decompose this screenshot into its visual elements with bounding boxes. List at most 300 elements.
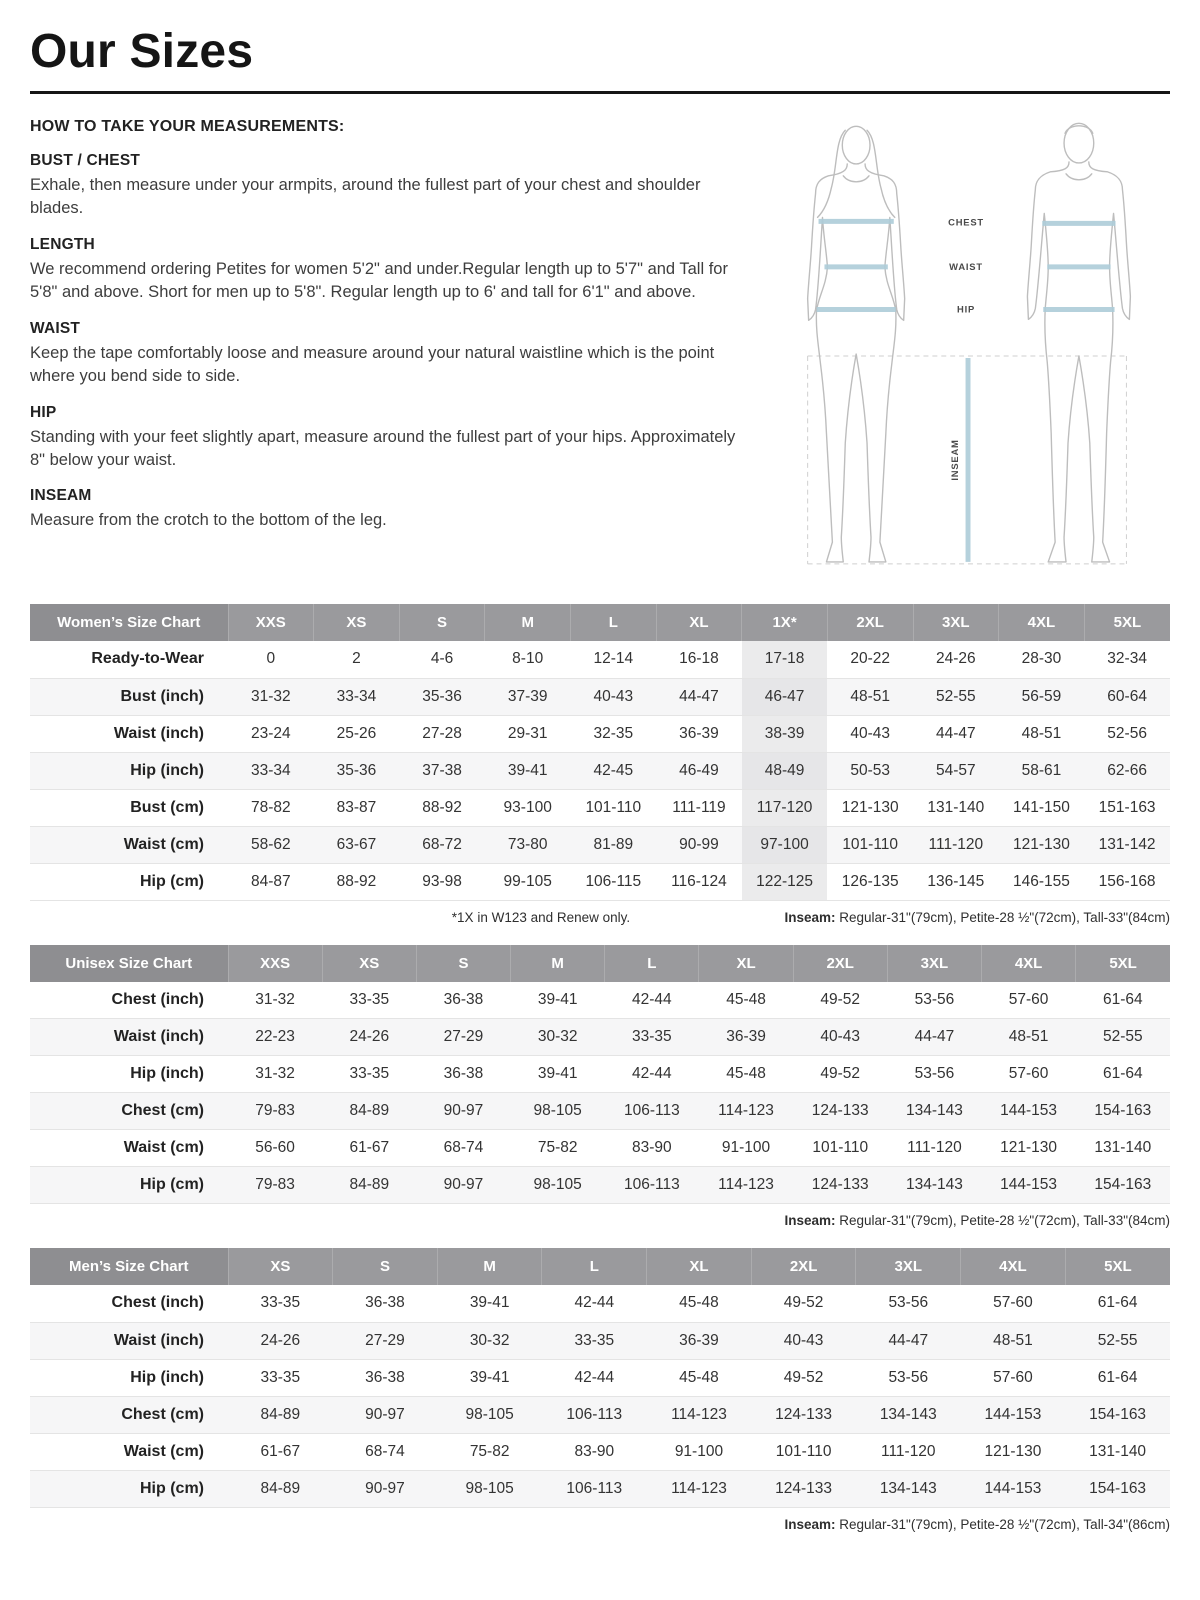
table-cell: 144-153 [984,1405,1042,1423]
table-cell: 111-120 [907,1139,962,1156]
table-cell: 45-48 [679,1294,719,1312]
table-cell: 36-39 [679,1331,719,1349]
table-cell: 33-34 [336,687,377,705]
table-cell: 84-89 [260,1479,301,1497]
section-title: INSEAM [30,487,92,505]
table-cell: 131-140 [1089,1442,1147,1460]
table-row [30,1359,1170,1396]
table-cell: 33-34 [250,761,291,779]
table-cell: 27-29 [365,1331,405,1349]
column-header: M [485,604,571,641]
table-cell: 36-38 [443,1065,484,1082]
footnote [784,1213,1170,1228]
table-cell: 84-87 [250,872,291,890]
table-cell: 98-105 [465,1479,514,1497]
row-label: Waist (cm) [123,1139,204,1156]
column-header: 2XL [827,604,913,641]
row-label: Waist (inch) [113,1028,204,1045]
column-header: 3XL [887,945,981,982]
table-cell: 17-18 [742,641,828,678]
table-cell: 29-31 [507,724,548,742]
table-cell: 57-60 [1008,990,1049,1008]
section-title: LENGTH [30,235,95,253]
table-cell: 24-26 [935,650,976,668]
table-cell: 50-53 [850,761,891,779]
table-cell: 39-41 [537,1065,578,1082]
table-cell: 53-56 [914,1065,955,1082]
column-header: 2XL [751,1248,856,1285]
table-cell: 106-113 [623,1102,680,1119]
table-cell: 101-110 [812,1139,869,1156]
table-row [30,715,1170,752]
size-tables [30,604,1170,1532]
table-cell: 131-140 [927,798,985,816]
column-header: XXS [228,604,314,641]
table-cell: 90-99 [679,835,719,853]
table-cell: 39-41 [469,1294,510,1312]
table-cell: 45-48 [679,1368,719,1386]
table-cell: 93-98 [422,872,462,890]
table-cell: 146-155 [1012,872,1070,890]
table-cell: 134-143 [905,1176,963,1193]
table-cell: 61-67 [349,1139,390,1156]
table-cell: 144-153 [1000,1176,1058,1193]
footnote-label: Inseam: [784,1516,836,1532]
table-cell: 4-6 [430,650,454,668]
table-cell: 52-55 [1103,1028,1143,1045]
column-header: S [333,1248,438,1285]
instruction-section [30,404,754,473]
column-header: M [511,945,605,982]
table-cell: 75-82 [469,1442,510,1460]
man-figure [1027,123,1130,562]
woman-figure [808,126,905,562]
table-cell: 121-130 [984,1442,1042,1460]
table-cell: 49-52 [783,1368,824,1386]
table-cell: 12-14 [593,650,634,668]
column-header: 3XL [913,604,999,641]
instruction-sections [30,152,754,533]
table-cell: 39-41 [507,761,548,779]
size-table [30,1248,1170,1508]
table-cell: 44-47 [888,1331,929,1349]
table-cell: 73-80 [507,835,548,853]
table-cell: 57-60 [1008,1065,1049,1082]
table-cell: 42-45 [593,761,634,779]
table-title: Unisex Size Chart [30,945,228,982]
footnote [784,1517,1170,1532]
table-cell: 61-64 [1103,1065,1143,1082]
row-label: Waist (cm) [123,835,204,853]
table-cell: 101-110 [585,798,642,816]
table-row [30,1093,1170,1130]
row-label: Waist (inch) [113,724,204,742]
footnote [784,910,1170,925]
table-cell: 56-60 [255,1139,295,1156]
table-row [30,1285,1170,1322]
table-cell: 48-49 [742,752,828,789]
table-cell: 40-43 [850,724,891,742]
table-cell: 144-153 [984,1479,1042,1497]
inseam-label: INSEAM [949,439,961,481]
table-cell: 68-74 [443,1139,484,1156]
table-cell: 154-163 [1094,1176,1152,1193]
row-label: Chest (inch) [111,1294,204,1312]
table-cell: 52-56 [1107,724,1147,742]
table-cell: 46-47 [742,678,828,715]
column-header: XL [656,604,742,641]
table-cell: 31-32 [255,990,295,1008]
table-row [30,826,1170,863]
table-cell: 30-32 [469,1331,510,1349]
table-cell: 114-123 [671,1405,727,1423]
footnote [452,910,630,925]
table-row [30,789,1170,826]
table-cell: 39-41 [537,990,578,1008]
table-row [30,1433,1170,1470]
section-title: BUST / CHEST [30,152,141,169]
section-title: WAIST [30,319,81,337]
row-label: Chest (inch) [111,990,204,1008]
instruction-section [30,320,754,389]
table-cell: 35-36 [336,761,377,779]
table-cell: 37-38 [422,761,462,779]
table-footnotes [30,910,1170,925]
size-table-block [30,1248,1170,1532]
table-cell: 23-24 [250,724,291,742]
table-cell: 22-23 [255,1028,295,1045]
chest-label: CHEST [948,216,984,228]
table-cell: 33-35 [349,1065,390,1082]
table-cell: 0 [266,650,276,668]
section-body: Standing with your feet slightly apart, measure around the fullest part of your hips. Approximately 8" below your waist. [30,427,736,469]
table-row [30,641,1170,678]
table-cell: 30-32 [537,1028,578,1045]
table-cell: 53-56 [888,1294,929,1312]
table-row [30,1167,1170,1204]
table-header-row [30,604,1170,641]
table-cell: 33-35 [632,1028,672,1045]
table-cell: 8-10 [512,650,544,668]
table-cell: 122-125 [742,863,828,900]
footnote-text: Regular-31"(79cm), Petite-28 ½"(72cm), Tall-33"(84cm) [835,1213,1170,1228]
column-header: L [571,604,657,641]
table-cell: 31-32 [250,687,291,705]
table-cell: 78-82 [250,798,291,816]
table-cell: 42-44 [632,990,672,1008]
table-cell: 27-28 [422,724,462,742]
instructions-column [30,118,754,594]
table-cell: 53-56 [914,990,955,1008]
instruction-section [30,236,754,305]
table-cell: 131-140 [1094,1139,1152,1156]
table-cell: 83-87 [336,798,377,816]
size-table [30,604,1170,901]
table-row [30,752,1170,789]
table-cell: 36-38 [443,990,484,1008]
measurements-section [30,118,1170,594]
table-cell: 33-35 [574,1331,615,1349]
table-cell: 37-39 [507,687,548,705]
size-table-block [30,945,1170,1229]
table-cell: 48-51 [1008,1028,1049,1045]
table-cell: 106-113 [623,1176,680,1193]
table-cell: 134-143 [879,1479,937,1497]
table-cell: 101-110 [842,835,899,853]
table-cell: 91-100 [674,1442,724,1460]
column-header: 5XL [1065,1248,1170,1285]
table-cell: 124-133 [811,1176,869,1193]
column-header: S [416,945,510,982]
table-cell: 2 [352,650,361,668]
table-cell: 44-47 [914,1028,955,1045]
table-cell: 35-36 [422,687,462,705]
table-cell: 61-64 [1103,990,1143,1008]
section-body: We recommend ordering Petites for women 5'2" and under.Regular length up to 5'7" and Tall for 5'8" and above. Short for men up to 5'8". Regular length up to 6' and tall for 6'1" and above. [30,259,728,302]
table-cell: 36-38 [365,1368,405,1386]
table-cell: 90-97 [443,1176,484,1193]
table-title: Men’s Size Chart [30,1248,228,1285]
table-cell: 106-113 [566,1479,623,1497]
table-cell: 38-39 [742,715,828,752]
instruction-section [30,152,754,221]
table-cell: 63-67 [336,835,377,853]
table-cell: 40-43 [593,687,634,705]
table-row [30,982,1170,1019]
table-cell: 32-34 [1107,650,1147,668]
table-cell: 36-38 [365,1294,405,1312]
table-cell: 33-35 [260,1294,301,1312]
column-header: 2XL [793,945,887,982]
size-table [30,945,1170,1205]
table-cell: 131-142 [1098,835,1156,853]
table-cell: 90-97 [365,1405,405,1423]
table-cell: 36-39 [726,1028,766,1045]
column-header: XXS [228,945,322,982]
column-header: L [542,1248,647,1285]
table-footnotes [30,1213,1170,1228]
table-cell: 98-105 [533,1176,582,1193]
row-label: Chest (cm) [121,1405,204,1423]
footnote-text: Regular-31"(79cm), Petite-28 ½"(72cm), Tall-34"(86cm) [835,1516,1170,1532]
table-cell: 84-89 [349,1102,390,1119]
table-cell: 45-48 [726,1065,766,1082]
table-cell: 20-22 [850,650,891,668]
column-header: S [399,604,485,641]
table-header-row [30,945,1170,982]
section-body: Keep the tape comfortably loose and measure around your natural waistline which is the point where you bend side to side. [30,343,715,386]
table-cell: 151-163 [1098,798,1156,816]
column-header: L [605,945,699,982]
table-cell: 52-55 [1097,1331,1138,1349]
table-cell: 144-153 [1000,1102,1058,1119]
measurement-diagram [770,118,1170,594]
footnote-label: Inseam: [784,1213,836,1228]
table-cell: 61-64 [1097,1294,1138,1312]
table-cell: 124-133 [775,1479,833,1497]
table-row [30,1396,1170,1433]
table-row [30,863,1170,900]
column-header: XS [322,945,416,982]
table-cell: 68-74 [365,1442,405,1460]
table-cell: 49-52 [820,990,861,1008]
column-header: 1X* [742,604,828,641]
table-cell: 42-44 [632,1065,672,1082]
table-cell: 136-145 [927,872,985,890]
table-cell: 93-100 [503,798,552,816]
table-cell: 62-66 [1107,761,1147,779]
table-cell: 57-60 [993,1294,1033,1312]
section-title: HIP [30,403,57,421]
table-cell: 46-49 [679,761,719,779]
table-cell: 98-105 [465,1405,514,1423]
table-row [30,1470,1170,1507]
row-label: Bust (cm) [130,798,204,816]
table-cell: 84-89 [260,1405,301,1423]
column-header: XS [314,604,400,641]
table-cell: 99-105 [503,872,552,890]
table-row [30,1130,1170,1167]
table-cell: 154-163 [1089,1479,1147,1497]
column-header: XL [647,1248,752,1285]
size-table-block [30,604,1170,925]
table-cell: 56-59 [1021,687,1062,705]
table-cell: 24-26 [349,1028,390,1045]
table-cell: 116-124 [671,872,727,890]
table-cell: 134-143 [879,1405,937,1423]
table-row [30,678,1170,715]
table-cell: 98-105 [533,1102,582,1119]
table-cell: 121-130 [841,798,899,816]
table-cell: 81-89 [593,835,634,853]
table-cell: 114-123 [718,1102,774,1119]
column-header: M [437,1248,542,1285]
table-cell: 36-39 [679,724,719,742]
table-cell: 101-110 [775,1442,832,1460]
table-cell: 61-67 [260,1442,301,1460]
table-cell: 84-89 [349,1176,390,1193]
table-cell: 48-51 [850,687,891,705]
table-cell: 111-120 [928,835,984,853]
row-label: Chest (cm) [121,1102,204,1119]
row-label: Waist (cm) [123,1442,204,1460]
table-cell: 111-119 [672,798,726,816]
table-cell: 121-130 [1012,835,1070,853]
table-footnotes [30,1517,1170,1532]
table-cell: 44-47 [679,687,719,705]
table-cell: 53-56 [888,1368,929,1386]
table-cell: 60-64 [1107,687,1147,705]
table-cell: 49-52 [820,1065,861,1082]
column-header: 5XL [1084,604,1170,641]
table-cell: 83-90 [632,1139,672,1156]
table-cell: 88-92 [336,872,377,890]
row-label: Hip (cm) [140,872,204,890]
table-cell: 79-83 [255,1102,295,1119]
row-label: Hip (cm) [140,1176,204,1193]
section-body: Exhale, then measure under your armpits, around the fullest part of your chest and shoulder blades. [30,176,701,218]
table-cell: 28-30 [1021,650,1062,668]
table-cell: 48-51 [1021,724,1062,742]
table-cell: 33-35 [260,1368,301,1386]
table-cell: 44-47 [935,724,976,742]
table-cell: 27-29 [443,1028,484,1045]
table-cell: 156-168 [1098,872,1156,890]
table-cell: 79-83 [255,1176,295,1193]
table-cell: 39-41 [469,1368,510,1386]
table-cell: 54-57 [935,761,976,779]
table-cell: 141-150 [1012,798,1070,816]
column-header: 4XL [999,604,1085,641]
table-cell: 75-82 [537,1139,578,1156]
table-cell: 124-133 [775,1405,833,1423]
table-cell: 83-90 [574,1442,615,1460]
table-cell: 88-92 [422,798,462,816]
table-cell: 48-51 [993,1331,1033,1349]
table-cell: 32-35 [593,724,634,742]
table-cell: 90-97 [443,1102,484,1119]
table-cell: 52-55 [935,687,976,705]
table-cell: 124-133 [811,1102,869,1119]
row-label: Ready-to-Wear [91,650,204,668]
table-cell: 40-43 [820,1028,861,1045]
table-cell: 58-61 [1021,761,1062,779]
hip-label: HIP [957,303,976,315]
column-header: 3XL [856,1248,961,1285]
table-cell: 40-43 [783,1331,824,1349]
table-cell: 126-135 [841,872,899,890]
table-row [30,1019,1170,1056]
table-cell: 97-100 [742,826,828,863]
table-cell: 154-163 [1094,1102,1152,1119]
row-label: Hip (inch) [130,761,204,779]
section-body: Measure from the crotch to the bottom of the leg. [30,511,387,530]
table-cell: 91-100 [721,1139,771,1156]
footnote-text: *1X in W123 and Renew only. [451,909,631,925]
table-cell: 90-97 [365,1479,405,1497]
table-cell: 42-44 [574,1294,615,1312]
table-cell: 57-60 [993,1368,1033,1386]
table-cell: 42-44 [574,1368,615,1386]
table-cell: 24-26 [260,1331,301,1349]
row-label: Waist (inch) [113,1331,204,1349]
waist-label: WAIST [949,260,983,272]
footnote-label: Inseam: [784,909,836,925]
table-cell: 121-130 [1000,1139,1058,1156]
table-title: Women’s Size Chart [30,604,228,641]
table-cell: 68-72 [422,835,462,853]
column-header: XL [699,945,793,982]
table-cell: 106-113 [566,1405,623,1423]
column-header: 4XL [982,945,1076,982]
table-row [30,1322,1170,1359]
table-cell: 117-120 [742,789,828,826]
table-row [30,1056,1170,1093]
table-cell: 61-64 [1097,1368,1138,1386]
instructions-heading: HOW TO TAKE YOUR MEASUREMENTS: [30,118,345,135]
row-label: Hip (cm) [140,1479,204,1497]
table-cell: 49-52 [783,1294,824,1312]
table-cell: 45-48 [726,990,766,1008]
table-cell: 154-163 [1089,1405,1147,1423]
row-label: Bust (inch) [120,687,204,705]
table-cell: 58-62 [250,835,291,853]
title-divider [30,91,1170,94]
table-cell: 114-123 [671,1479,727,1497]
table-cell: 106-115 [585,872,642,890]
table-cell: 31-32 [255,1065,295,1082]
table-cell: 134-143 [905,1102,963,1119]
